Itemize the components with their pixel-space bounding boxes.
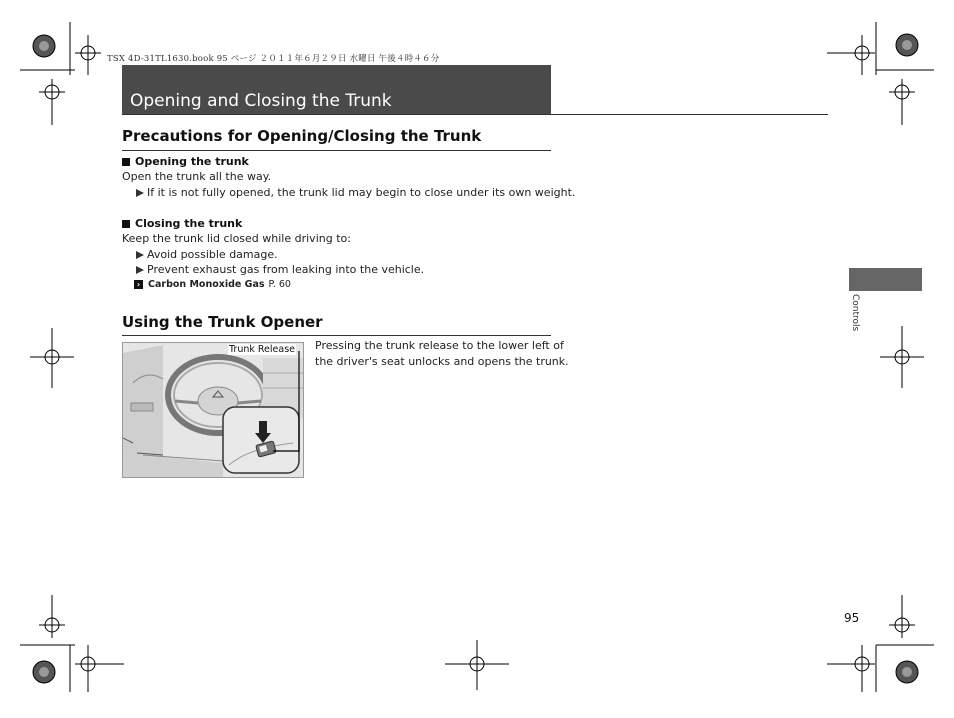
precautions-heading: Precautions for Opening/Closing the Trunk: [122, 127, 482, 145]
opening-text: Open the trunk all the way.: [122, 170, 272, 183]
section-title-bar: [122, 65, 551, 115]
closing-subheading: Closing the trunk: [122, 217, 242, 230]
closing-bullet-2: Prevent exhaust gas from leaking into the vehicle.: [136, 263, 424, 276]
opener-desc-line-1: Pressing the trunk release to the lower left of: [315, 339, 564, 352]
print-header: TSX 4D-31TL1630.book 95 ページ ２０１１年６月２９日 水曜日 午後４時４６分: [107, 54, 440, 64]
precautions-rule: [122, 150, 551, 151]
side-tab-label: Controls: [850, 294, 860, 332]
cross-reference-icon: ›: [134, 280, 143, 289]
opener-desc-line-2: the driver's seat unlocks and opens the trunk.: [315, 355, 569, 368]
opening-subheading: Opening the trunk: [122, 155, 249, 168]
opener-rule: [122, 335, 551, 336]
controls-side-tab[interactable]: [849, 268, 922, 291]
bullet-arrow-icon: [136, 266, 144, 274]
closing-bullet-1: Avoid possible damage.: [136, 248, 278, 261]
section-title: Opening and Closing the Trunk: [130, 91, 392, 111]
trunk-release-illustration: [122, 342, 304, 478]
title-rule: [122, 114, 828, 115]
steering-wheel-illustration: [123, 343, 303, 477]
bullet-arrow-icon: [136, 251, 144, 259]
page-number: 95: [844, 611, 860, 625]
trunk-release-label: Trunk Release: [229, 344, 295, 355]
bullet-arrow-icon: [136, 189, 144, 197]
opening-note: If it is not fully opened, the trunk lid may begin to close under its own weight.: [136, 186, 575, 199]
opener-heading: Using the Trunk Opener: [122, 313, 323, 331]
square-bullet-icon: [122, 158, 130, 166]
opener-description: [315, 338, 569, 370]
carbon-monoxide-xref[interactable]: › Carbon Monoxide Gas P. 60: [134, 279, 291, 290]
square-bullet-icon: [122, 220, 130, 228]
closing-text: Keep the trunk lid closed while driving to:: [122, 232, 351, 245]
